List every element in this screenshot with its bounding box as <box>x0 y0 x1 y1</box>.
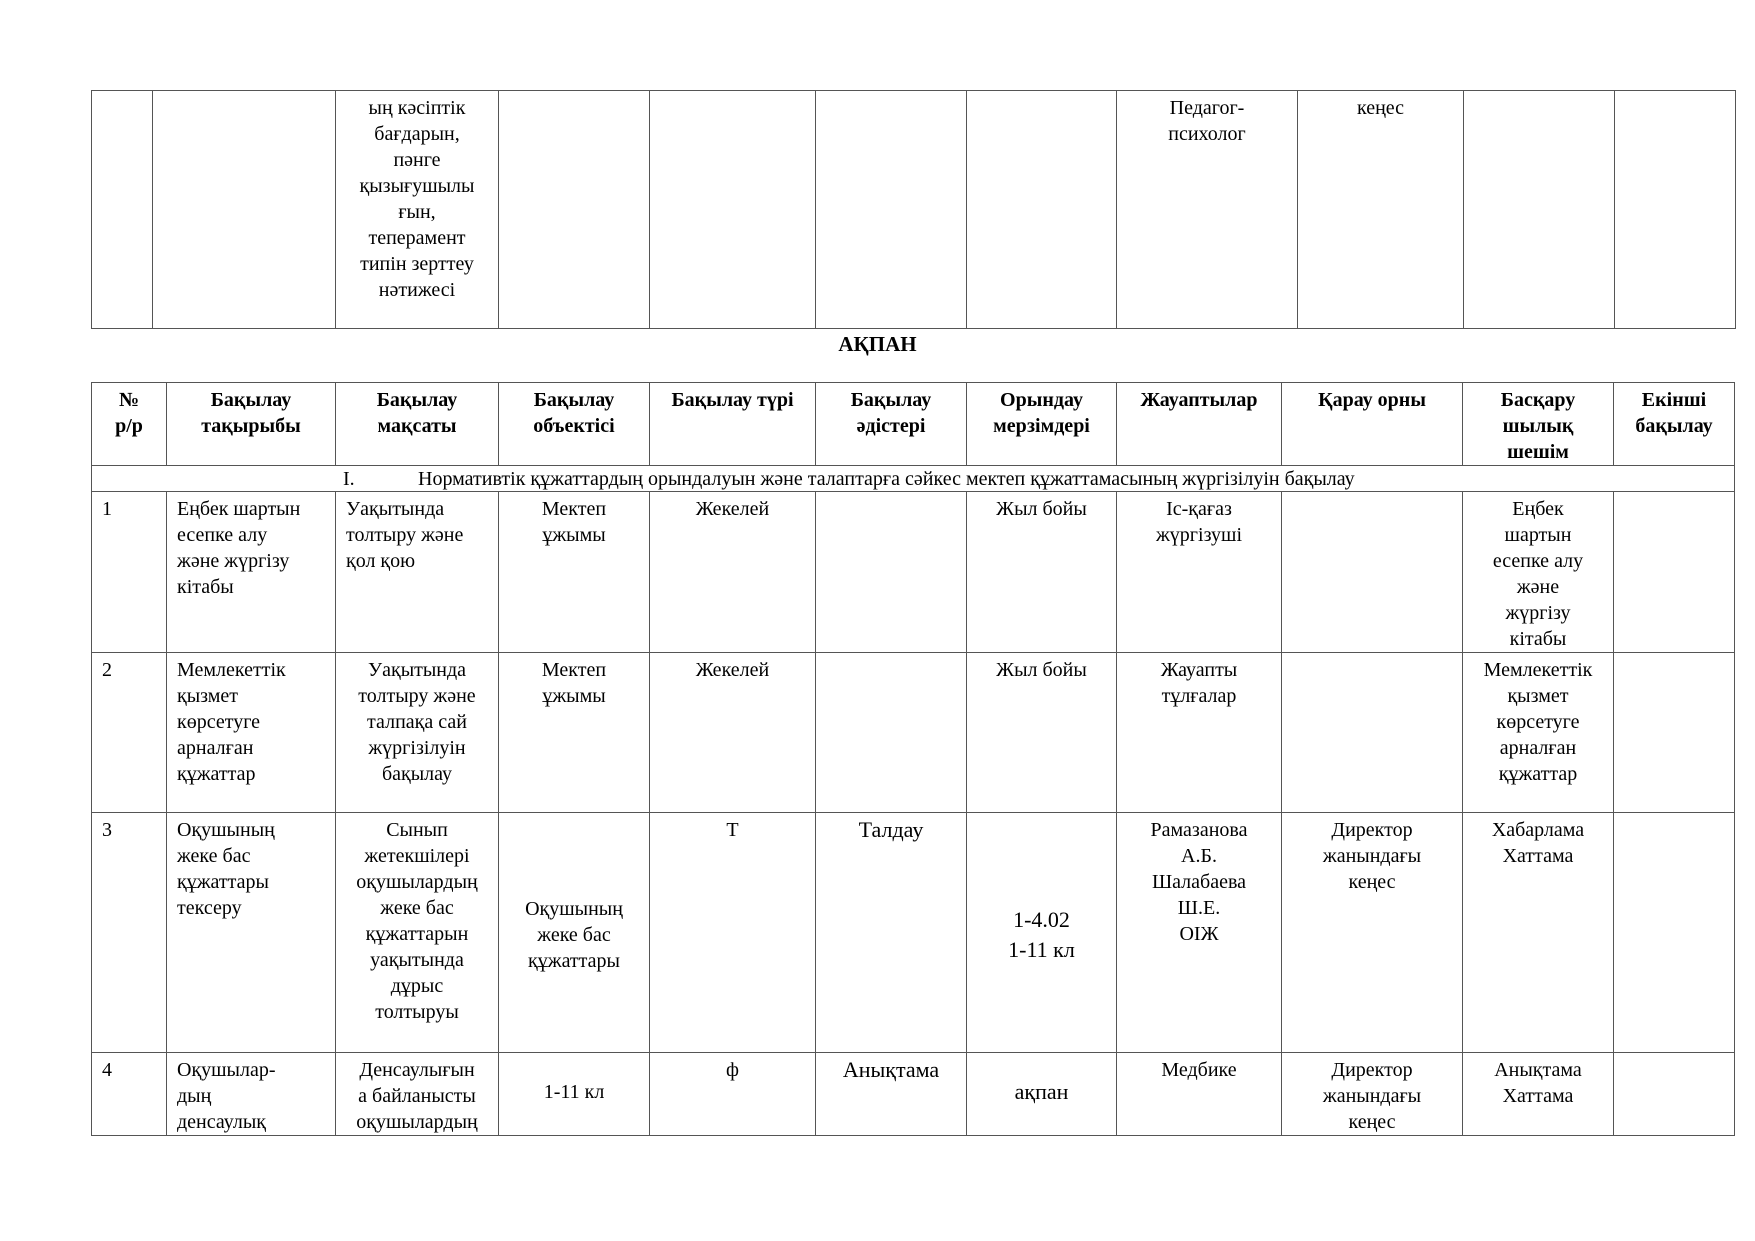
header-goal: Бақылау мақсаты <box>336 383 499 466</box>
cell-type: ф <box>650 1053 816 1136</box>
header-term: Орындау мерзімдері <box>967 383 1117 466</box>
cell-responsible: Педагог- психолог <box>1117 91 1298 329</box>
table-row <box>92 653 1735 813</box>
table-row <box>92 1053 1735 1136</box>
cell-term: 1-4.02 1-11 кл <box>967 813 1117 1053</box>
header-responsible: Жауаптылар <box>1117 383 1282 466</box>
cell-type: Жекелей <box>650 653 816 813</box>
cell-place: кеңес <box>1298 91 1464 329</box>
cell-method <box>816 653 967 813</box>
cell-topic: Оқушының жеке бас құжаттары тексеру <box>167 813 336 1053</box>
cell-empty <box>1464 91 1615 329</box>
cell-object: Мектеп ұжымы <box>499 653 650 813</box>
cell-empty <box>1615 91 1736 329</box>
continuation-row <box>92 91 1736 329</box>
cell-type: Жекелей <box>650 492 816 653</box>
cell-place: Директор жанындағы кеңес <box>1282 813 1463 1053</box>
header-number: № р/р <box>92 383 167 466</box>
header-object: Бақылау объектісі <box>499 383 650 466</box>
cell-number: 1 <box>92 492 167 653</box>
cell-topic: Мемлекеттік қызмет көрсетуге арналған құжаттар <box>167 653 336 813</box>
cell-term: ақпан <box>967 1053 1117 1136</box>
cell-term: Жыл бойы <box>967 492 1117 653</box>
cell-decision: Еңбек шартын есепке алу және жүргізу кітабы <box>1463 492 1614 653</box>
cell-empty <box>650 91 816 329</box>
header-row <box>92 383 1735 466</box>
cell-decision: Мемлекеттік қызмет көрсетуге арналған құжаттар <box>1463 653 1614 813</box>
cell-number: 3 <box>92 813 167 1053</box>
cell-empty <box>499 91 650 329</box>
cell-place: Директор жанындағы кеңес <box>1282 1053 1463 1136</box>
cell-second-control <box>1614 813 1735 1053</box>
cell-place <box>1282 653 1463 813</box>
cell-second-control <box>1614 492 1735 653</box>
cell-topic: Еңбек шартын есепке алу және жүргізу кітабы <box>167 492 336 653</box>
cell-place <box>1282 492 1463 653</box>
cell-object: Мектеп ұжымы <box>499 492 650 653</box>
section-number: I. <box>343 468 355 490</box>
header-second-control: Екінші бақылау <box>1614 383 1735 466</box>
cell-goal-continuation: ың кәсіптік бағдарын, пәнге қызығушылы ғын, теперамент типін зерттеу нәтижесі <box>336 91 499 329</box>
cell-empty <box>92 91 153 329</box>
section-text: Нормативтік құжаттардың орындалуын және талаптарға сәйкес мектеп құжаттамасының жүргізілуін бақылау <box>418 468 1355 490</box>
cell-topic: Оқушылар- дың денсаулық <box>167 1053 336 1136</box>
cell-goal: Денсаулығын а байланысты оқушылардың <box>336 1053 499 1136</box>
cell-empty <box>967 91 1117 329</box>
month-title: АҚПАН <box>838 332 917 356</box>
header-topic: Бақылау тақырыбы <box>167 383 336 466</box>
cell-method <box>816 492 967 653</box>
cell-decision: Хабарлама Хаттама <box>1463 813 1614 1053</box>
cell-method: Талдау <box>816 813 967 1053</box>
cell-type: Т <box>650 813 816 1053</box>
header-type: Бақылау түрі <box>650 383 816 466</box>
cell-goal: Сынып жетекшілері оқушылардың жеке бас құжаттарын уақытында дұрыс толтыруы <box>336 813 499 1053</box>
section-heading <box>92 466 1735 492</box>
cell-second-control <box>1614 653 1735 813</box>
cell-method: Анықтама <box>816 1053 967 1136</box>
cell-empty <box>816 91 967 329</box>
section-row <box>92 466 1735 492</box>
cell-term: Жыл бойы <box>967 653 1117 813</box>
cell-second-control <box>1614 1053 1735 1136</box>
header-place: Қарау орны <box>1282 383 1463 466</box>
control-plan-table <box>91 382 1735 1136</box>
header-method: Бақылау әдістері <box>816 383 967 466</box>
cell-object: 1-11 кл <box>499 1053 650 1136</box>
cell-responsible: Рамазанова А.Б. Шалабаева Ш.Е. ОІЖ <box>1117 813 1282 1053</box>
cell-goal: Уақытында толтыру және қол қою <box>336 492 499 653</box>
cell-number: 4 <box>92 1053 167 1136</box>
table-row <box>92 813 1735 1053</box>
cell-number: 2 <box>92 653 167 813</box>
cell-goal: Уақытында толтыру және талпақа сай жүргізілуін бақылау <box>336 653 499 813</box>
cell-responsible: Іс-қағаз жүргізуші <box>1117 492 1282 653</box>
cell-responsible: Медбике <box>1117 1053 1282 1136</box>
cell-object: Оқушының жеке бас құжаттары <box>499 813 650 1053</box>
cell-decision: Анықтама Хаттама <box>1463 1053 1614 1136</box>
continuation-table <box>91 90 1736 329</box>
cell-responsible: Жауапты тұлғалар <box>1117 653 1282 813</box>
header-decision: Басқару шылық шешім <box>1463 383 1614 466</box>
table-row <box>92 492 1735 653</box>
cell-empty <box>153 91 336 329</box>
